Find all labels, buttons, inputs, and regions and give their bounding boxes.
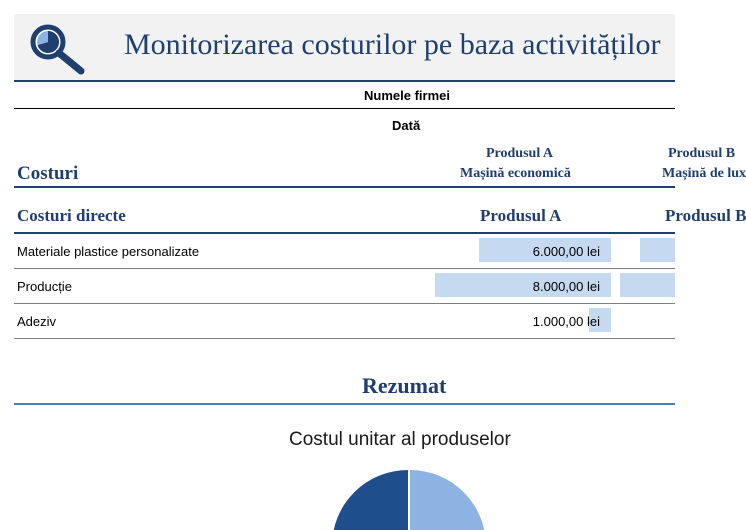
pie-slice-right bbox=[410, 470, 486, 530]
company-divider bbox=[14, 108, 675, 109]
row-label[interactable]: Adeziv bbox=[17, 314, 57, 329]
summary-divider bbox=[14, 403, 675, 405]
costs-heading: Costuri bbox=[17, 163, 79, 184]
cost-bar-b bbox=[620, 273, 675, 297]
costs-divider bbox=[14, 186, 675, 188]
row-label[interactable]: Producție bbox=[17, 279, 72, 294]
direct-costs-col-b: Produsul B bbox=[665, 206, 746, 225]
product-b-name: Produsul B bbox=[668, 146, 736, 161]
summary-heading: Rezumat bbox=[362, 373, 447, 398]
chart-title: Costul unitar al produselor bbox=[289, 429, 511, 450]
direct-costs-heading: Costuri directe bbox=[17, 206, 126, 225]
company-name[interactable]: Numele firmei bbox=[364, 88, 450, 103]
title-underline bbox=[14, 80, 675, 82]
row-value[interactable]: 6.000,00 lei bbox=[532, 244, 600, 259]
row-value[interactable]: 1.000,00 lei bbox=[532, 314, 600, 329]
product-a-name: Produsul A bbox=[486, 146, 554, 161]
row-divider bbox=[14, 268, 675, 269]
row-label[interactable]: Materiale plastice personalizate bbox=[17, 244, 200, 259]
row-value[interactable]: 8.000,00 lei bbox=[532, 279, 600, 294]
pie-slice-left bbox=[332, 470, 408, 530]
row-divider bbox=[14, 338, 675, 339]
product-a-subtitle: Mașină economică bbox=[460, 166, 571, 181]
magnifier-pie-icon bbox=[26, 22, 88, 76]
product-b-subtitle: Mașină de lux bbox=[662, 166, 746, 181]
date-label[interactable]: Dată bbox=[392, 118, 421, 133]
cost-bar-b bbox=[640, 238, 675, 262]
row-divider bbox=[14, 303, 675, 304]
page-title: Monitorizarea costurilor pe baza activităților bbox=[124, 28, 661, 61]
direct-costs-divider bbox=[14, 232, 675, 234]
direct-costs-col-a: Produsul A bbox=[480, 206, 562, 225]
unit-cost-pie-chart bbox=[330, 470, 490, 530]
